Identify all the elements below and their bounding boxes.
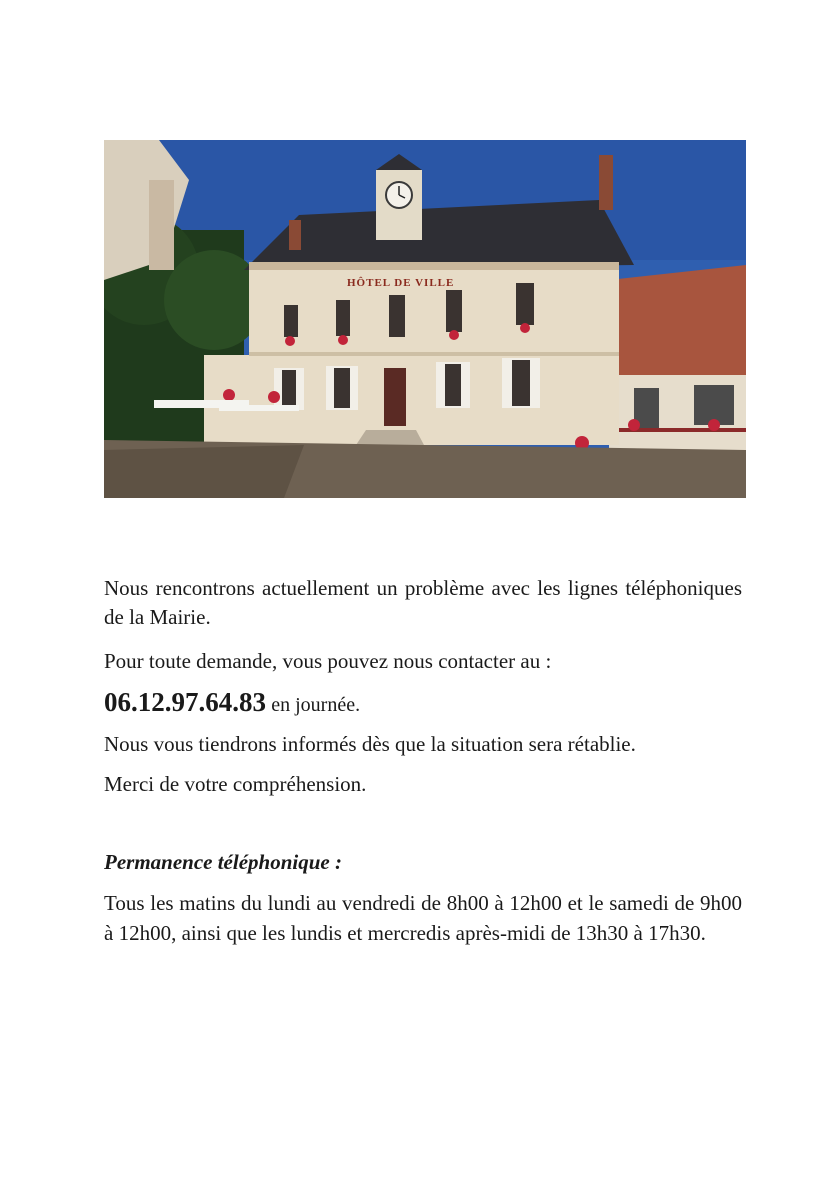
notice-paragraph-4: Merci de votre compréhension.	[104, 772, 367, 796]
town-hall-sign: HÔTEL DE VILLE	[347, 277, 455, 289]
phone-line	[104, 685, 742, 722]
permanence-body: Tous les matins du lundi au vendredi de 8h00 à 12h00 et le samedi de 9h00 à 12h00, ainsi que les lundis et mercredis après-midi de 13h30 à 17h30.	[104, 891, 742, 945]
town-hall-photo	[104, 140, 746, 498]
notice-paragraph-3: Nous vous tiendrons informés dès que la situation sera rétablie.	[104, 732, 636, 756]
phone-suffix: en journée.	[271, 694, 361, 716]
phone-number[interactable]: 06.12.97.64.83	[104, 687, 266, 717]
permanence-heading: Permanence téléphonique :	[104, 850, 342, 874]
notice-paragraph-1: Nous rencontrons actuellement un problème avec les lignes téléphoniques de la Mairie.	[104, 576, 742, 629]
notice-paragraph-2: Pour toute demande, vous pouvez nous contacter au :	[104, 649, 552, 673]
